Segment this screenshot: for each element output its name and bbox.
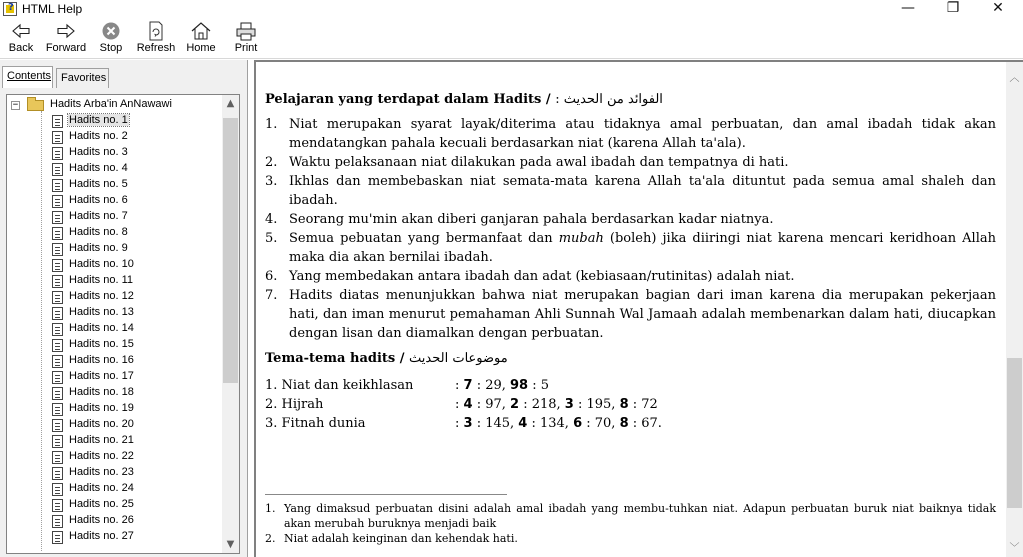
document-page-icon	[52, 403, 63, 416]
footnote-number: 2.	[265, 532, 276, 545]
footnote-text: Yang dimaksud perbuatan disini adalah amal ibadah yang membu-tuhkan niat. Adapun perbuatan buruk niat baiknya tidak akan merubah buruknya menjadi baik	[284, 502, 996, 530]
theme-references: : 4 : 97, 2 : 218, 3 : 195, 8 : 72	[455, 397, 658, 412]
scroll-up-arrow-icon[interactable]: ▲	[226, 98, 235, 109]
lesson-text: (boleh) jika diiringi niat karena mencari keridhoan Allah maka dia akan bernilai ibadah.	[289, 231, 996, 265]
printer-icon	[235, 21, 257, 41]
document-page-icon	[52, 499, 63, 512]
window-title: HTML Help	[22, 2, 83, 16]
lesson-text: Waktu pelaksanaan niat dilakukan pada awal ibadah dan tempatnya di hati.	[289, 155, 789, 170]
stop-button[interactable]	[96, 21, 126, 58]
content-scrollbar[interactable]	[1006, 62, 1023, 557]
themes-heading: Tema-tema hadits / موضوعات الحديث	[265, 351, 508, 366]
collapse-icon[interactable]: −	[12, 100, 19, 110]
help-app-icon	[3, 2, 17, 16]
lesson-number: 4.	[265, 212, 278, 227]
theme-name: 1. Niat dan keikhlasan	[265, 378, 414, 393]
document-page-icon	[52, 163, 63, 176]
lesson-item	[265, 153, 996, 172]
footnote-number: 1.	[265, 502, 276, 515]
forward-label: Forward	[45, 42, 87, 54]
lesson-item	[265, 172, 996, 210]
tree-item-label: Hadits no. 3	[69, 146, 128, 158]
tree-item-label: Hadits no. 6	[69, 194, 128, 206]
lesson-item	[265, 229, 996, 267]
lesson-item	[265, 115, 996, 153]
scroll-down-arrow-icon[interactable]: ▼	[226, 539, 235, 550]
footnote	[265, 531, 996, 546]
lesson-text: Yang membedakan antara ibadah dan adat (kebiasaan/rutinitas) adalah niat.	[289, 269, 795, 284]
document-page-icon	[52, 435, 63, 448]
verse-number: : 72	[628, 397, 658, 412]
print-button[interactable]	[231, 21, 261, 58]
document-page-icon	[52, 227, 63, 240]
document-page-icon	[52, 339, 63, 352]
theme-row	[265, 414, 996, 433]
tree-item-label: Hadits no. 18	[69, 386, 134, 398]
print-label: Print	[234, 42, 258, 54]
tree-item-label: Hadits no. 22	[69, 450, 134, 462]
refresh-icon	[145, 21, 167, 41]
document-page-icon	[52, 275, 63, 288]
maximize-button[interactable]: ❐	[946, 0, 960, 16]
lesson-item	[265, 210, 996, 229]
toolbar	[0, 19, 1023, 59]
tree-item-label: Hadits no. 13	[69, 306, 134, 318]
lesson-number: 2.	[265, 155, 278, 170]
back-button[interactable]	[4, 21, 38, 58]
home-button[interactable]	[183, 21, 219, 58]
theme-references: : 3 : 145, 4 : 134, 6 : 70, 8 : 67.	[455, 416, 662, 431]
surah-number: 3	[564, 397, 574, 412]
forward-button[interactable]	[44, 21, 88, 58]
surah-number: 4	[518, 416, 528, 431]
verse-number: : 145,	[472, 416, 519, 431]
verse-number: : 5	[528, 378, 550, 393]
surah-number: 8	[619, 397, 629, 412]
lesson-number: 6.	[265, 269, 278, 284]
refresh-button[interactable]	[136, 21, 176, 58]
footnote-text: Niat adalah keinginan dan kehendak hati.	[284, 532, 518, 545]
back-arrow-icon	[10, 21, 32, 41]
tree-item-label: Hadits no. 25	[69, 498, 134, 510]
surah-number: 4	[463, 397, 473, 412]
tree-item-label: Hadits no. 20	[69, 418, 134, 430]
home-label: Home	[186, 42, 216, 54]
lesson-item	[265, 286, 996, 343]
lesson-text: Hadits diatas menunjukkan bahwa niat merupakan bagian dari iman karena dia merupakan pekerjaan hati, dan iman menurut pemahaman Ahli Sunnah Wal Jamaah adalah membenarkan dalam hati, diucapkan dengan lisan dan diamalkan dengan perbuatan.	[289, 288, 996, 341]
lesson-text: Semua pebuatan yang bermanfaat dan	[289, 231, 559, 246]
document-page-icon	[52, 483, 63, 496]
tab-contents[interactable]: Contents	[2, 66, 53, 88]
themes-list	[265, 376, 996, 433]
tree-item-label: Hadits no. 7	[69, 210, 128, 222]
home-icon	[190, 21, 212, 41]
surah-number: 98	[510, 378, 529, 393]
theme-row	[265, 376, 996, 395]
contents-tree	[6, 94, 240, 554]
tree-item-label: Hadits no. 1	[69, 114, 128, 126]
theme-references: : 7 : 29, 98 : 5	[455, 378, 550, 393]
theme-name: 3. Fitnah dunia	[265, 416, 366, 431]
tree-root-label: Hadits Arba'in AnNawawi	[50, 98, 172, 110]
verse-number: : 70,	[582, 416, 620, 431]
document-page-icon	[52, 243, 63, 256]
surah-number: 6	[573, 416, 583, 431]
footnotes	[265, 501, 996, 546]
verse-number: : 29,	[472, 378, 511, 393]
tree-item-label: Hadits no. 19	[69, 402, 134, 414]
document-page-icon	[52, 291, 63, 304]
lesson-number: 5.	[265, 231, 278, 246]
tree-item-label: Hadits no. 9	[69, 242, 128, 254]
scroll-down-chevron-icon[interactable]: ﹀	[1009, 543, 1020, 554]
document-page-icon	[52, 307, 63, 320]
lesson-text: Ikhlas dan membebaskan niat semata-mata karena Allah ta'ala dituntut pada semua amal shaleh dan ibadah.	[289, 174, 996, 208]
document-page-icon	[52, 387, 63, 400]
stop-icon	[100, 21, 122, 41]
verse-number: : 97,	[472, 397, 511, 412]
verse-number: : 195,	[573, 397, 620, 412]
verse-number: : 218,	[519, 397, 565, 412]
tab-favorites[interactable]: Favorites	[56, 68, 109, 88]
minimize-button[interactable]: —	[901, 0, 915, 16]
document-page-icon	[52, 195, 63, 208]
document-page-icon	[52, 323, 63, 336]
tree-item-label: Hadits no. 4	[69, 162, 128, 174]
forward-arrow-icon	[55, 21, 77, 41]
lessons-heading: Pelajaran yang terdapat dalam Hadits / الفوائد من الحديث :	[265, 92, 663, 107]
open-folder-icon	[27, 100, 44, 111]
tree-item-label: Hadits no. 27	[69, 530, 134, 542]
lesson-text: Niat merupakan syarat layak/diterima atau tidaknya amal perbuatan, dan amal ibadah tidak akan mendatangkan pahala kecuali berdasarkan niat (karena Allah ta'ala).	[289, 117, 996, 151]
verse-number: : 67.	[628, 416, 662, 431]
tree-item-label: Hadits no. 12	[69, 290, 134, 302]
tree-scrollbar[interactable]	[222, 95, 239, 553]
tree-item-label: Hadits no. 21	[69, 434, 134, 446]
stop-label: Stop	[99, 42, 123, 54]
tree-item-label: Hadits no. 14	[69, 322, 134, 334]
document-page-icon	[52, 147, 63, 160]
tree-item-label: Hadits no. 16	[69, 354, 134, 366]
lesson-number: 7.	[265, 288, 278, 303]
navigation-pane	[0, 60, 248, 557]
document-page-icon	[52, 371, 63, 384]
document-page-icon	[52, 211, 63, 224]
tree-item-label: Hadits no. 8	[69, 226, 128, 238]
refresh-label: Refresh	[136, 42, 176, 54]
surah-number: 7	[463, 378, 473, 393]
document-page-icon	[52, 419, 63, 432]
tree-item-label: Hadits no. 26	[69, 514, 134, 526]
lesson-text: Seorang mu'min akan diberi ganjaran pahala berdasarkan kadar niatnya.	[289, 212, 774, 227]
lesson-number: 3.	[265, 174, 278, 189]
tree-item-label: Hadits no. 2	[69, 130, 128, 142]
tree-item-label: Hadits no. 23	[69, 466, 134, 478]
topic-content-pane	[254, 60, 1023, 557]
document-page-icon	[52, 451, 63, 464]
tree-item-label: Hadits no. 5	[69, 178, 128, 190]
back-label: Back	[8, 42, 34, 54]
content-scroll-thumb[interactable]	[1007, 358, 1022, 508]
theme-row	[265, 395, 996, 414]
document-page-icon	[52, 531, 63, 544]
footnote	[265, 501, 996, 531]
title-bar	[0, 0, 1023, 19]
lesson-item	[265, 267, 996, 286]
close-button[interactable]: ✕	[992, 0, 1004, 16]
surah-number: 3	[463, 416, 473, 431]
theme-name: 2. Hijrah	[265, 397, 324, 412]
verse-number: : 134,	[527, 416, 574, 431]
surah-number: 8	[619, 416, 629, 431]
tree-item-label: Hadits no. 15	[69, 338, 134, 350]
document-page-icon	[52, 115, 63, 128]
lesson-number: 1.	[265, 117, 278, 132]
document-page-icon	[52, 179, 63, 192]
tree-scroll-thumb[interactable]	[223, 118, 238, 383]
tree-item-label: Hadits no. 10	[69, 258, 134, 270]
tree-item-label: Hadits no. 17	[69, 370, 134, 382]
topic-document	[265, 90, 996, 433]
document-page-icon	[52, 259, 63, 272]
tree-item-label: Hadits no. 24	[69, 482, 134, 494]
tree-connector	[41, 111, 42, 551]
surah-number: 2	[510, 397, 520, 412]
lessons-list	[265, 115, 996, 343]
scroll-up-chevron-icon[interactable]: ︿	[1009, 73, 1020, 84]
document-page-icon	[52, 515, 63, 528]
tree-item-label: Hadits no. 11	[69, 274, 134, 286]
document-page-icon	[52, 467, 63, 480]
footnote-divider	[265, 494, 507, 495]
lesson-italic-term: mubah	[558, 231, 604, 246]
document-page-icon	[52, 355, 63, 368]
document-page-icon	[52, 131, 63, 144]
